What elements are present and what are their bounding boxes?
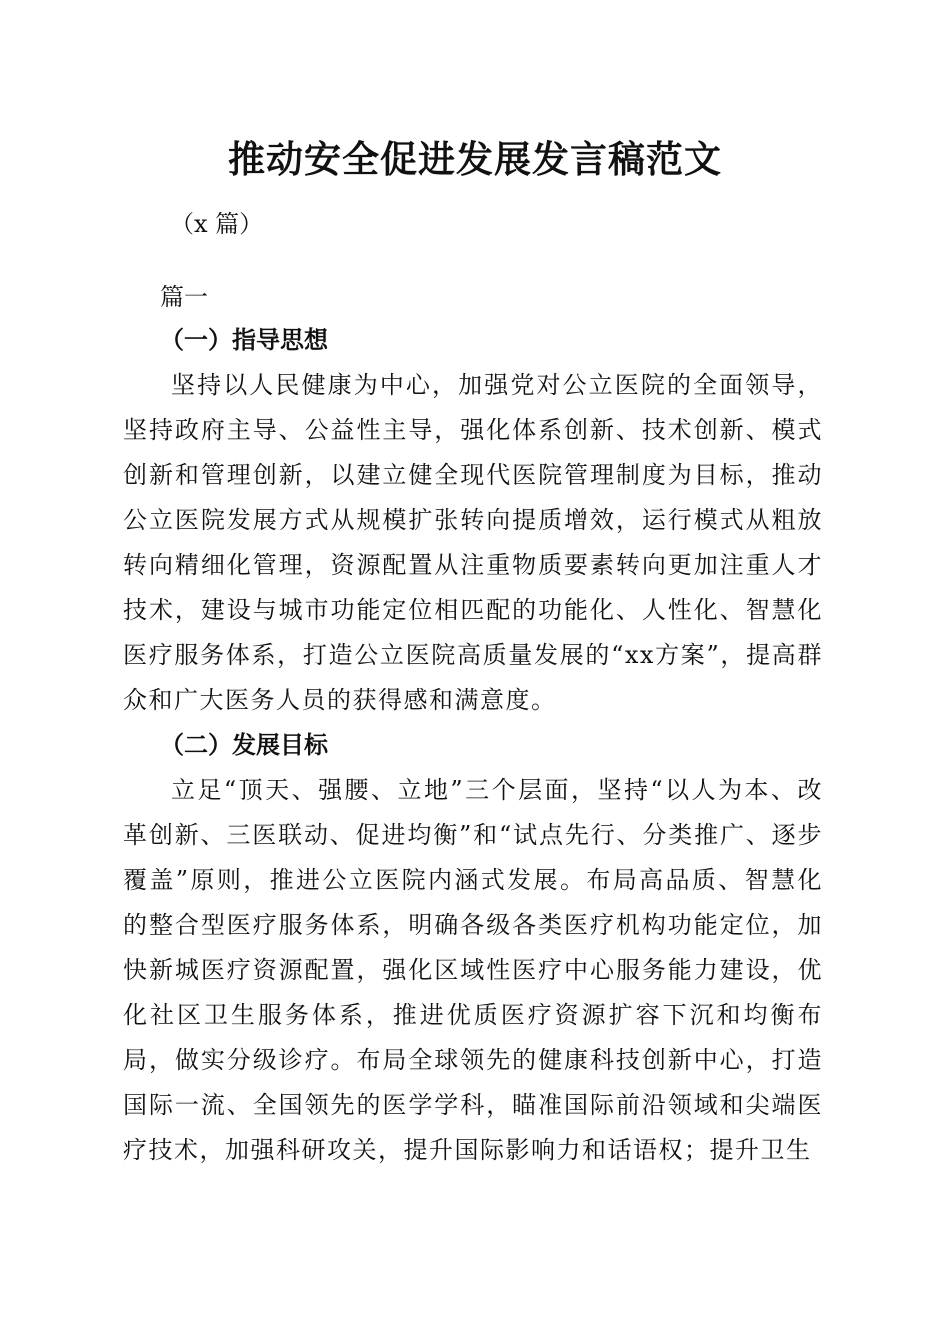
part-label: 篇一 [160, 283, 208, 311]
section-heading-guiding-ideology: （一）指导思想 [160, 325, 328, 354]
section-paragraph-guiding-ideology: 坚持以人民健康为中心，加强党对公立医院的全面领导，坚持政府主导、公益性主导，强化体系创新、技术创新、模式创新和管理创新，以建立健全现代医院管理制度为目标，推动公立医院发展方式从规模扩张转向提质增效，运行模式从粗放转向精细化管理，资源配置从注重物质要素转向更加注重人才技术，建设与城市功能定位相匹配的功能化、人性化、智慧化医疗服务体系，打造公立医院高质量发展的“xx方案”，提高群众和广大医务人员的获得感和满意度。 [123, 371, 823, 714]
section-heading-development-goals: （二）发展目标 [160, 730, 328, 759]
section-paragraph-development-goals: 立足“顶天、强腰、立地”三个层面，坚持“以人为本、改革创新、三医联动、促进均衡”和“试点先行、分类推广、逐步覆盖”原则，推进公立医院内涵式发展。布局高品质、智慧化的整合型医疗服务体系，明确各级各类医疗机构功能定位，加快新城医疗资源配置，强化区域性医疗中心服务能力建设，优化社区卫生服务体系，推进优质医疗资源扩容下沉和均衡布局，做实分级诊疗。布局全球领先的健康科技创新中心，打造国际一流、全国领先的医学学科，瞄准国际前沿领域和尖端医疗技术，加强科研攻关，提升国际影响力和话语权；提升卫生 [123, 776, 823, 1164]
count-note: （x 篇） [170, 210, 264, 238]
document-title: 推动安全促进发展发言稿范文 [228, 137, 722, 181]
